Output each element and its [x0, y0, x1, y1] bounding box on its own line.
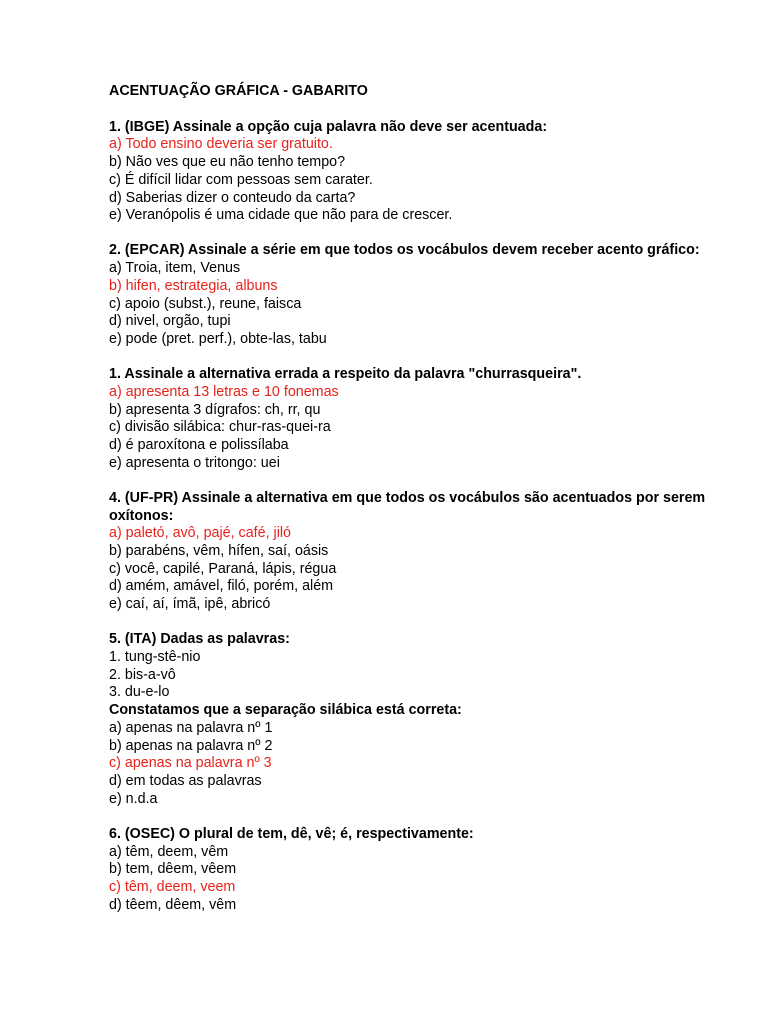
correct-answer-option: a) paletó, avô, pajé, café, jiló: [109, 525, 291, 542]
answer-key-content: [109, 83, 709, 932]
answer-option: c) você, capilé, Paraná, lápis, régua: [109, 560, 337, 577]
answer-option: e) pode (pret. perf.), obte-las, tabu: [109, 330, 327, 347]
question-stem: 4. (UF-PR) Assinale a alternativa em que todos os vocábulos são acentuados por serem oxítonos:: [109, 489, 706, 524]
correct-answer-option: b) hifen, estrategia, albuns: [109, 277, 278, 294]
question-substem: Constatamos que a separação silábica está correta:: [109, 702, 462, 719]
question-stem: 1. Assinale a alternativa errada a respeito da palavra "churrasqueira".: [109, 366, 582, 383]
question-stem: 5. (ITA) Dadas as palavras:: [109, 631, 290, 648]
correct-answer-option: a) Todo ensino deveria ser gratuito.: [109, 136, 333, 153]
question-block: [109, 826, 709, 915]
answer-option: b) apenas na palavra nº 2: [109, 737, 273, 754]
answer-option: c) apoio (subst.), reune, faisca: [109, 295, 302, 312]
document-title: ACENTUAÇÃO GRÁFICA - GABARITO: [109, 83, 368, 99]
answer-option: b) apresenta 3 dígrafos: ch, rr, qu: [109, 401, 321, 418]
word-item: 2. bis-a-vô: [109, 666, 176, 683]
answer-option: d) amém, amável, filó, porém, além: [109, 578, 334, 595]
answer-option: e) n.d.a: [109, 790, 158, 807]
question-block: [109, 631, 709, 808]
answer-option: b) Não ves que eu não tenho tempo?: [109, 154, 346, 171]
correct-answer-option: c) apenas na palavra nº 3: [109, 755, 272, 772]
question-stem: 1. (IBGE) Assinale a opção cuja palavra não deve ser acentuada:: [109, 118, 548, 135]
answer-option: d) é paroxítona e polissílaba: [109, 436, 289, 453]
word-item: 3. du-e-lo: [109, 684, 170, 701]
answer-option: d) Saberias dizer o conteudo da carta?: [109, 189, 356, 206]
answer-option: d) nivel, orgão, tupi: [109, 313, 231, 330]
answer-option: d) em todas as palavras: [109, 772, 262, 789]
answer-option: a) apenas na palavra nº 1: [109, 719, 273, 736]
correct-answer-option: c) têm, deem, veem: [109, 878, 236, 895]
answer-option: c) divisão silábica: chur-ras-quei-ra: [109, 419, 331, 436]
answer-option: e) caí, aí, ímã, ipê, abricó: [109, 596, 271, 613]
answer-option: e) Veranópolis é uma cidade que não para de crescer.: [109, 207, 453, 224]
answer-option: b) tem, dêem, vêem: [109, 861, 237, 878]
correct-answer-option: a) apresenta 13 letras e 10 fonemas: [109, 383, 339, 400]
question-block: [109, 490, 709, 614]
answer-option: e) apresenta o tritongo: uei: [109, 454, 280, 471]
word-item: 1. tung-stê-nio: [109, 648, 201, 665]
answer-option: c) É difícil lidar com pessoas sem carater.: [109, 171, 373, 188]
question-block: [109, 119, 709, 225]
answer-option: d) têem, dêem, vêm: [109, 896, 237, 913]
answer-option: b) parabéns, vêm, hífen, saí, oásis: [109, 542, 329, 559]
answer-option: a) têm, deem, vêm: [109, 843, 229, 860]
question-stem: 6. (OSEC) O plural de tem, dê, vê; é, respectivamente:: [109, 825, 474, 842]
question-stem: 2. (EPCAR) Assinale a série em que todos os vocábulos devem receber acento gráfico:: [109, 242, 700, 259]
answer-option: a) Troia, item, Venus: [109, 260, 241, 277]
question-block: [109, 242, 709, 348]
question-list: [109, 119, 709, 915]
question-block: [109, 366, 709, 472]
